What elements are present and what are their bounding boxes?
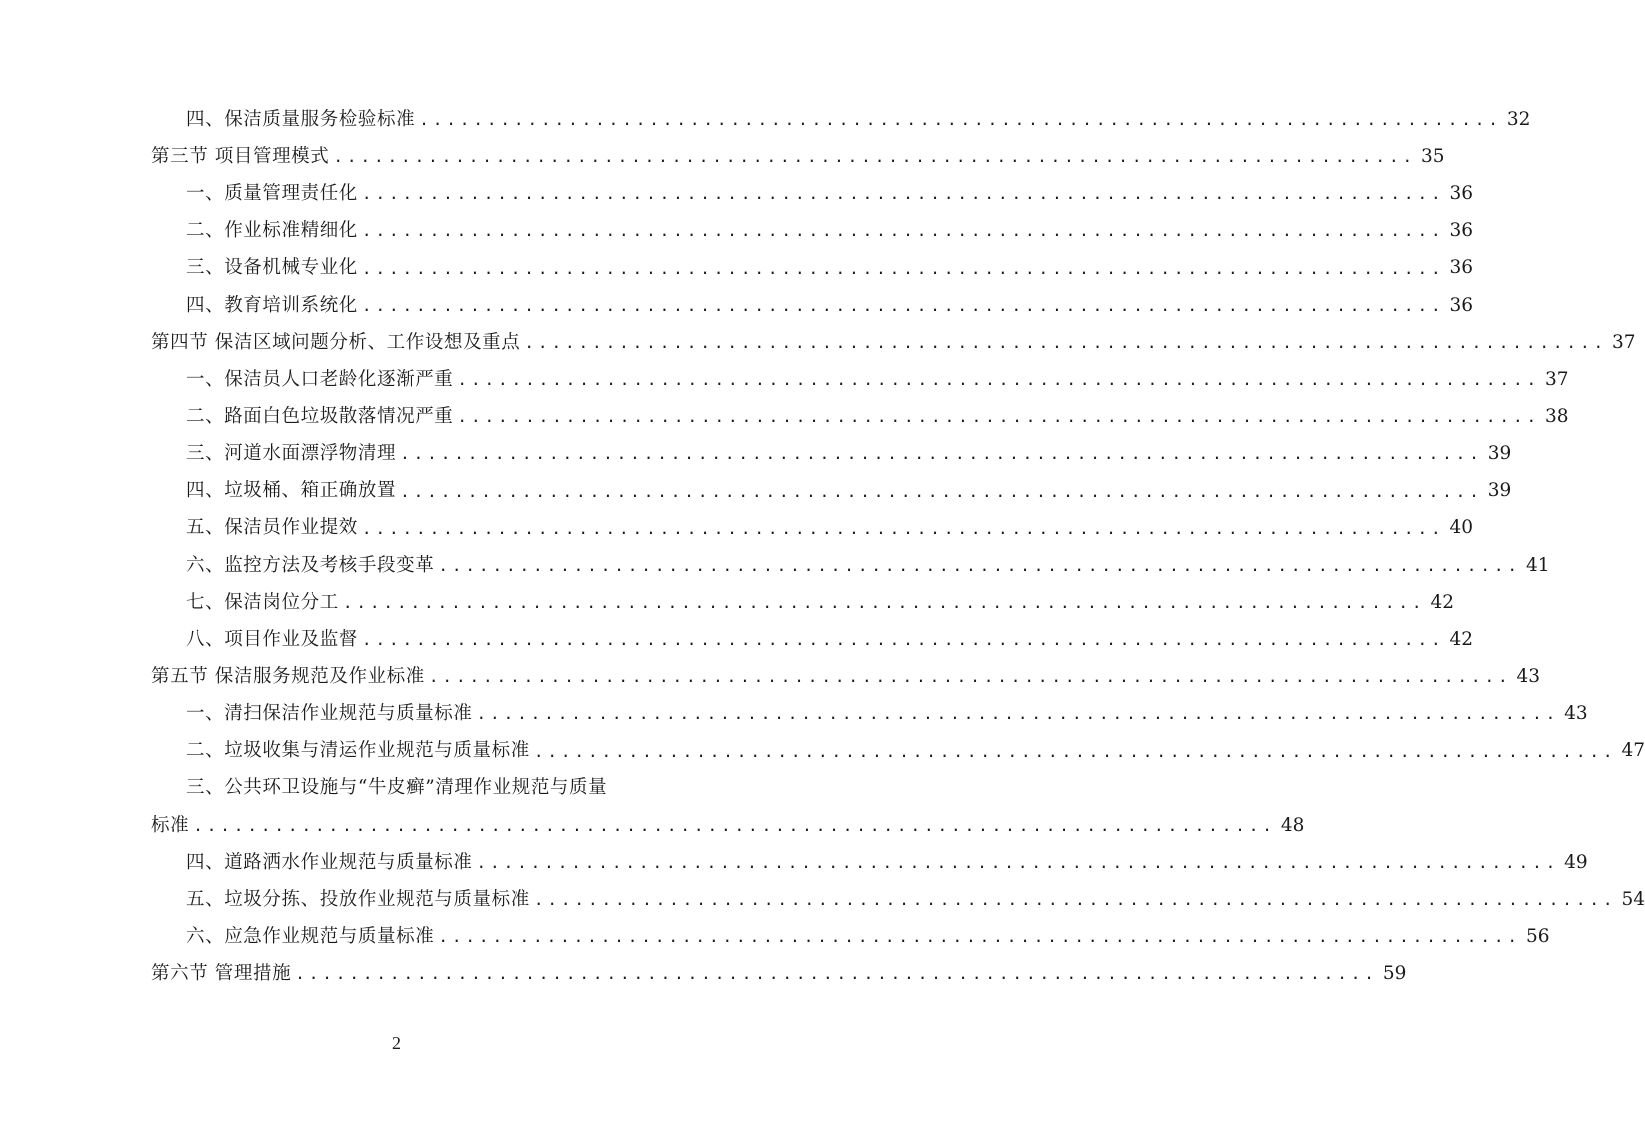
toc-entry-title: 第三节 项目管理模式 bbox=[151, 145, 330, 167]
toc-entry[interactable] bbox=[151, 659, 1541, 696]
toc-dot-leader: ................................................................................ bbox=[361, 258, 1445, 278]
toc-entry-page: 48 bbox=[1280, 814, 1305, 836]
toc-entry-title: 一、清扫保洁作业规范与质量标准 bbox=[186, 703, 473, 725]
toc-entry-page: 41 bbox=[1525, 554, 1550, 576]
toc-entry[interactable] bbox=[186, 733, 1645, 770]
toc-entry[interactable] bbox=[186, 399, 1569, 436]
toc-entry-page: 37 bbox=[1545, 368, 1569, 390]
toc-entry-title: 第五节 保洁服务规范及作业标准 bbox=[151, 666, 425, 687]
toc-entry-page: 39 bbox=[1487, 480, 1512, 502]
toc-entry-title: 四、保洁质量服务检验标准 bbox=[186, 108, 416, 130]
toc-entry-title: 六、应急作业规范与质量标准 bbox=[186, 926, 435, 948]
toc-dot-leader: ................................................................................ bbox=[457, 370, 1541, 390]
toc-dot-leader: ................................................................................ bbox=[533, 741, 1617, 761]
toc-entry-page: 56 bbox=[1525, 926, 1550, 948]
toc-entry[interactable] bbox=[151, 807, 1305, 844]
toc-entry[interactable] bbox=[186, 510, 1474, 547]
toc-entry[interactable] bbox=[186, 287, 1474, 324]
toc-entry-page: 43 bbox=[1516, 666, 1541, 687]
toc-entry-title: 八、项目作业及监督 bbox=[186, 628, 358, 650]
toc-dot-leader: ................................................................................ bbox=[400, 481, 1483, 501]
toc-dot-leader: ................................................................................ bbox=[438, 555, 1521, 575]
toc-dot-leader: ................................................................................ bbox=[193, 815, 1276, 835]
toc-dot-leader: ................................................................................ bbox=[438, 927, 1521, 947]
toc-entry-page: 36 bbox=[1449, 220, 1474, 242]
toc-entry[interactable] bbox=[186, 696, 1588, 733]
toc-entry-page: 35 bbox=[1421, 145, 1445, 167]
toc-dot-leader: ................................................................................ bbox=[476, 704, 1560, 724]
toc-entry-title: 四、垃圾桶、箱正确放置 bbox=[186, 480, 397, 502]
toc-entry-page: 43 bbox=[1564, 703, 1588, 725]
toc-entry-page: 42 bbox=[1449, 628, 1474, 650]
toc-entry-page: 32 bbox=[1506, 108, 1531, 130]
toc-entry-title: 三、河道水面漂浮物清理 bbox=[186, 443, 397, 465]
toc-entry[interactable] bbox=[186, 436, 1512, 473]
toc-entry-title: 三、公共环卫设施与“牛皮癣”清理作业规范与质量 bbox=[186, 777, 608, 799]
toc-entry-page: 36 bbox=[1449, 183, 1474, 205]
toc-entry-title: 四、道路洒水作业规范与质量标准 bbox=[186, 851, 473, 873]
toc-entry-page: 40 bbox=[1449, 517, 1474, 539]
toc-dot-leader: ................................................................................ bbox=[361, 518, 1445, 538]
toc-entry-page: 47 bbox=[1621, 740, 1645, 762]
toc-dot-leader: ................................................................................ bbox=[476, 853, 1560, 872]
toc-entry-page: 37 bbox=[1612, 331, 1636, 353]
toc-entry-title: 二、路面白色垃圾散落情况严重 bbox=[186, 405, 454, 427]
toc-entry[interactable] bbox=[186, 919, 1550, 956]
toc-entry-title: 六、监控方法及考核手段变革 bbox=[186, 554, 435, 576]
toc-entry-page: 49 bbox=[1564, 851, 1588, 873]
toc-dot-leader: ................................................................................ bbox=[533, 890, 1617, 910]
toc-dot-leader: ................................................................................ bbox=[361, 221, 1445, 241]
toc-dot-leader: ................................................................................ bbox=[361, 630, 1445, 650]
toc-entry[interactable] bbox=[186, 547, 1550, 584]
toc-entry-title: 标准 bbox=[151, 814, 190, 836]
toc-entry-title: 一、保洁员人口老龄化逐渐严重 bbox=[186, 368, 454, 390]
toc-entry-title: 一、质量管理责任化 bbox=[186, 183, 358, 205]
page-number: 2 bbox=[392, 1033, 401, 1053]
toc-dot-leader: ................................................................................ bbox=[524, 332, 1608, 352]
toc-entry-page: 54 bbox=[1621, 888, 1645, 910]
toc-entry[interactable] bbox=[186, 770, 672, 807]
toc-entry-title: 五、保洁员作业提效 bbox=[186, 517, 358, 539]
toc-dot-leader: ................................................................................ bbox=[428, 667, 1512, 687]
toc-entry-title: 三、设备机械专业化 bbox=[186, 257, 358, 279]
toc-entry-title: 第四节 保洁区域问题分析、工作设想及重点 bbox=[151, 331, 521, 353]
toc-entry[interactable] bbox=[186, 362, 1569, 399]
toc-entry[interactable] bbox=[186, 102, 1531, 139]
toc-dot-leader: ................................................................................ bbox=[419, 110, 1502, 129]
toc-dot-leader: ................................................................................ bbox=[295, 964, 1378, 984]
toc-entry[interactable] bbox=[186, 584, 1454, 621]
toc-entry-title: 七、保洁岗位分工 bbox=[186, 591, 339, 613]
toc-entry-page: 42 bbox=[1430, 591, 1454, 613]
toc-entry[interactable] bbox=[186, 845, 1588, 882]
toc-entry[interactable] bbox=[151, 324, 1636, 361]
toc-entry-title: 五、垃圾分拣、投放作业规范与质量标准 bbox=[186, 888, 530, 910]
toc-entry[interactable] bbox=[151, 956, 1407, 993]
toc-entry-title: 二、作业标准精细化 bbox=[186, 220, 358, 242]
toc-dot-leader: ................................................................................ bbox=[361, 184, 1445, 204]
toc-entry[interactable] bbox=[186, 213, 1474, 250]
toc-entry[interactable] bbox=[186, 473, 1512, 510]
toc-entry-title: 二、垃圾收集与清运作业规范与质量标准 bbox=[186, 740, 530, 762]
toc-entry-title: 第六节 管理措施 bbox=[151, 963, 292, 985]
toc-dot-leader: ................................................................................ bbox=[400, 444, 1483, 464]
toc-dot-leader: ................................................................................ bbox=[361, 295, 1445, 315]
toc-dot-leader: ................................................................................ bbox=[342, 592, 1426, 612]
toc-dot-leader: ................................................................................ bbox=[333, 147, 1417, 167]
toc-entry[interactable] bbox=[186, 622, 1474, 659]
toc-entry[interactable] bbox=[151, 139, 1445, 176]
toc-entry-page: 59 bbox=[1382, 963, 1407, 985]
toc-entry[interactable] bbox=[186, 176, 1474, 213]
toc-entry-page: 36 bbox=[1449, 294, 1474, 316]
toc-entry-page: 38 bbox=[1545, 405, 1569, 427]
toc-dot-leader: ................................................................................ bbox=[457, 407, 1541, 427]
toc-entry-title: 四、教育培训系统化 bbox=[186, 294, 358, 316]
toc-entry[interactable] bbox=[186, 882, 1645, 919]
toc-entry-page: 36 bbox=[1449, 257, 1474, 279]
toc-entry[interactable] bbox=[186, 250, 1474, 287]
toc-entry-page: 39 bbox=[1487, 443, 1512, 465]
